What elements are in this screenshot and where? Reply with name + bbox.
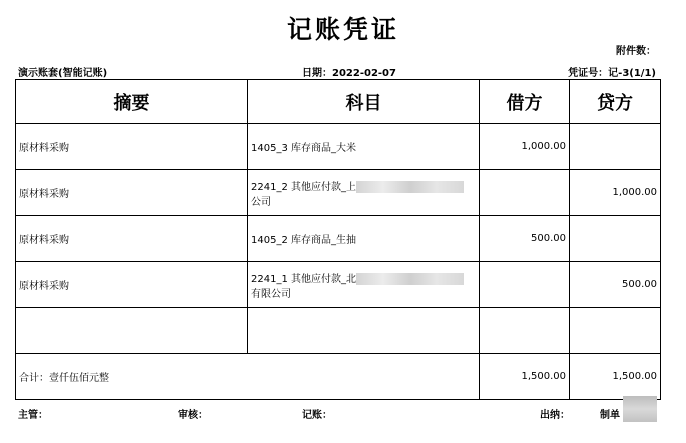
row-credit <box>570 216 661 262</box>
empty-row <box>16 308 661 354</box>
row-summary: 原材料采购 <box>16 262 248 308</box>
header-debit: 借方 <box>480 80 570 124</box>
account-line: 1405_3 库存商品_大米 <box>251 143 356 154</box>
row-summary: 原材料采购 <box>16 216 248 262</box>
redacted-block <box>356 273 464 285</box>
redacted-block <box>356 181 464 193</box>
cashier-label: 出纳： <box>540 410 570 421</box>
row-account <box>248 262 480 308</box>
attachments-label: 附件数： <box>616 46 656 57</box>
row-debit <box>480 170 570 216</box>
redacted-maker <box>623 396 657 422</box>
voucher-number: 凭证号：记-3(1/1) <box>568 68 656 79</box>
book-name: 演示账套(智能记账) <box>18 68 108 79</box>
row-summary: 原材料采购 <box>16 124 248 170</box>
header-account: 科目 <box>248 80 480 124</box>
row-summary: 原材料采购 <box>16 170 248 216</box>
account-line-2: 公司 <box>251 196 271 208</box>
table-row <box>16 216 661 262</box>
row-debit: 500.00 <box>480 216 570 262</box>
total-debit: 1,500.00 <box>480 354 570 400</box>
bookkeeper-label: 记账： <box>302 410 332 421</box>
account-line: 2241_1 其他应付款_北 <box>251 273 356 285</box>
maker-label: 制单 <box>600 410 620 421</box>
account-line: 2241_2 其他应付款_上 <box>251 181 356 193</box>
row-credit: 500.00 <box>570 262 661 308</box>
row-credit <box>570 124 661 170</box>
total-label: 合计：壹仟伍佰元整 <box>16 354 480 400</box>
header-summary: 摘要 <box>16 80 248 124</box>
account-line-2: 有限公司 <box>251 288 291 300</box>
account-line: 1405_2 库存商品_生抽 <box>251 235 356 246</box>
row-debit <box>480 262 570 308</box>
table-row <box>16 124 661 170</box>
row-account <box>248 124 480 170</box>
voucher-title: 记账凭证 <box>286 15 399 44</box>
voucher-date: 日期：2022-02-07 <box>302 68 396 79</box>
auditor-label: 审核： <box>178 410 208 421</box>
header-credit: 贷方 <box>570 80 661 124</box>
supervisor-label: 主管： <box>18 410 48 421</box>
row-debit: 1,000.00 <box>480 124 570 170</box>
voucher-table <box>15 79 661 400</box>
table-row <box>16 170 661 216</box>
row-credit: 1,000.00 <box>570 170 661 216</box>
table-header-row <box>16 80 661 124</box>
table-row <box>16 262 661 308</box>
total-credit: 1,500.00 <box>570 354 661 400</box>
total-row <box>16 354 661 400</box>
row-account <box>248 216 480 262</box>
row-account <box>248 170 480 216</box>
